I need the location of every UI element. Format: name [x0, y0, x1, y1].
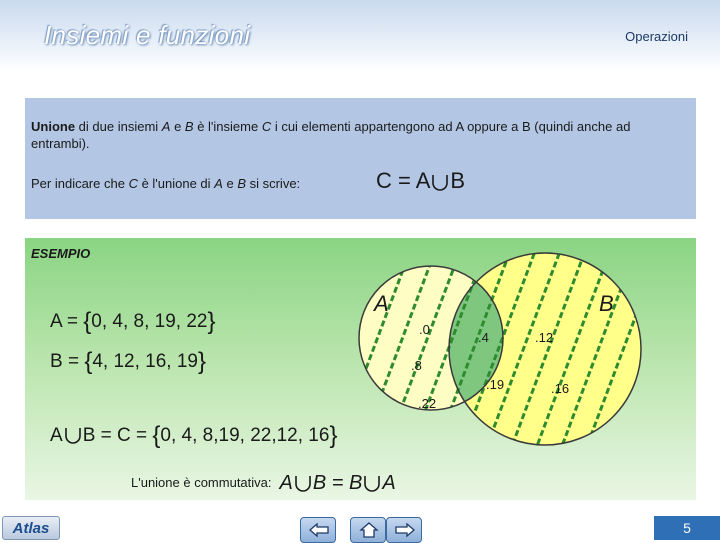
atlas-logo: Atlas	[2, 516, 60, 540]
formula-right: B	[450, 168, 466, 193]
arrow-right-icon	[394, 522, 416, 538]
comm-a2: A	[382, 472, 396, 494]
notation-sentence	[31, 176, 300, 191]
definition-text-part: i cui elementi appartengono ad A oppure a B (quindi anche ad entrambi).	[31, 119, 631, 151]
brace-close: }	[198, 348, 207, 375]
set-b-definition	[50, 348, 206, 376]
notation-set-a: A	[214, 176, 223, 191]
definition-text-part: e	[170, 119, 185, 134]
commutative-formula	[280, 472, 396, 494]
brace-open: {	[84, 348, 93, 375]
definition-set-a: A	[161, 119, 171, 134]
notation-set-c: C	[128, 176, 138, 191]
venn-element: .0	[419, 322, 430, 337]
venn-element: .22	[418, 396, 437, 411]
home-button[interactable]	[350, 517, 386, 543]
venn-element: .19	[486, 377, 505, 392]
next-button[interactable]	[386, 517, 422, 543]
venn-element: .8	[411, 358, 422, 373]
set-b-elements: 4, 12, 16, 19	[92, 351, 198, 372]
notation-text-part: si scrive:	[245, 176, 301, 191]
brace-close: }	[329, 422, 338, 449]
set-a-elements: 0, 4, 8, 19, 22	[91, 311, 208, 332]
set-a-name: A =	[50, 311, 84, 332]
notation-text-part: e	[222, 176, 238, 191]
section-title: Operazioni	[625, 29, 688, 44]
notation-text-part: Per indicare che	[31, 176, 129, 191]
venn-element: .4	[478, 330, 489, 345]
comm-a1: A	[279, 472, 293, 494]
home-icon	[358, 522, 380, 538]
slide-footer	[0, 510, 720, 540]
union-symbol-icon	[362, 472, 382, 494]
brace-close: }	[207, 308, 216, 335]
example-label: ESEMPIO	[31, 246, 91, 261]
venn-element: .12	[535, 330, 554, 345]
definition-term: Unione	[31, 119, 76, 134]
notation-text-part: è l'unione di	[137, 176, 215, 191]
definition-set-c: C	[261, 119, 272, 134]
union-result-elements: 0, 4, 8,19, 22,12, 16	[160, 425, 330, 446]
definition-box	[25, 98, 696, 219]
slide-header	[0, 0, 720, 72]
definition-text	[31, 118, 691, 152]
venn-label-b: B	[599, 291, 614, 316]
venn-label-a: A	[374, 291, 389, 316]
union-symbol-icon	[430, 171, 450, 193]
union-formula	[376, 168, 465, 194]
definition-text-part: di due insiemi	[75, 119, 162, 134]
set-a-definition	[50, 308, 216, 336]
commutative-label: L'unione è commutativa:	[131, 475, 272, 490]
example-box	[25, 238, 696, 500]
definition-text-part: è l'insieme	[193, 119, 262, 134]
union-result	[50, 422, 337, 450]
arrow-left-icon	[308, 522, 330, 538]
brace-open: {	[83, 308, 92, 335]
set-b-name: B =	[50, 351, 85, 372]
union-result-mid: B = C =	[82, 425, 153, 446]
formula-left: C = A	[376, 168, 431, 193]
definition-set-b: B	[184, 119, 194, 134]
venn-element: .16	[551, 381, 570, 396]
previous-button[interactable]	[300, 517, 336, 543]
slide-title: Insiemi e funzioni	[44, 20, 251, 50]
notation-set-b: B	[237, 176, 246, 191]
union-symbol-icon	[293, 472, 313, 494]
brace-open: {	[152, 422, 161, 449]
union-result-a: A	[50, 425, 63, 446]
comm-mid: B = B	[312, 472, 363, 494]
union-symbol-icon	[63, 424, 83, 446]
commutative-line	[131, 472, 396, 495]
page-number: 5	[654, 516, 720, 540]
